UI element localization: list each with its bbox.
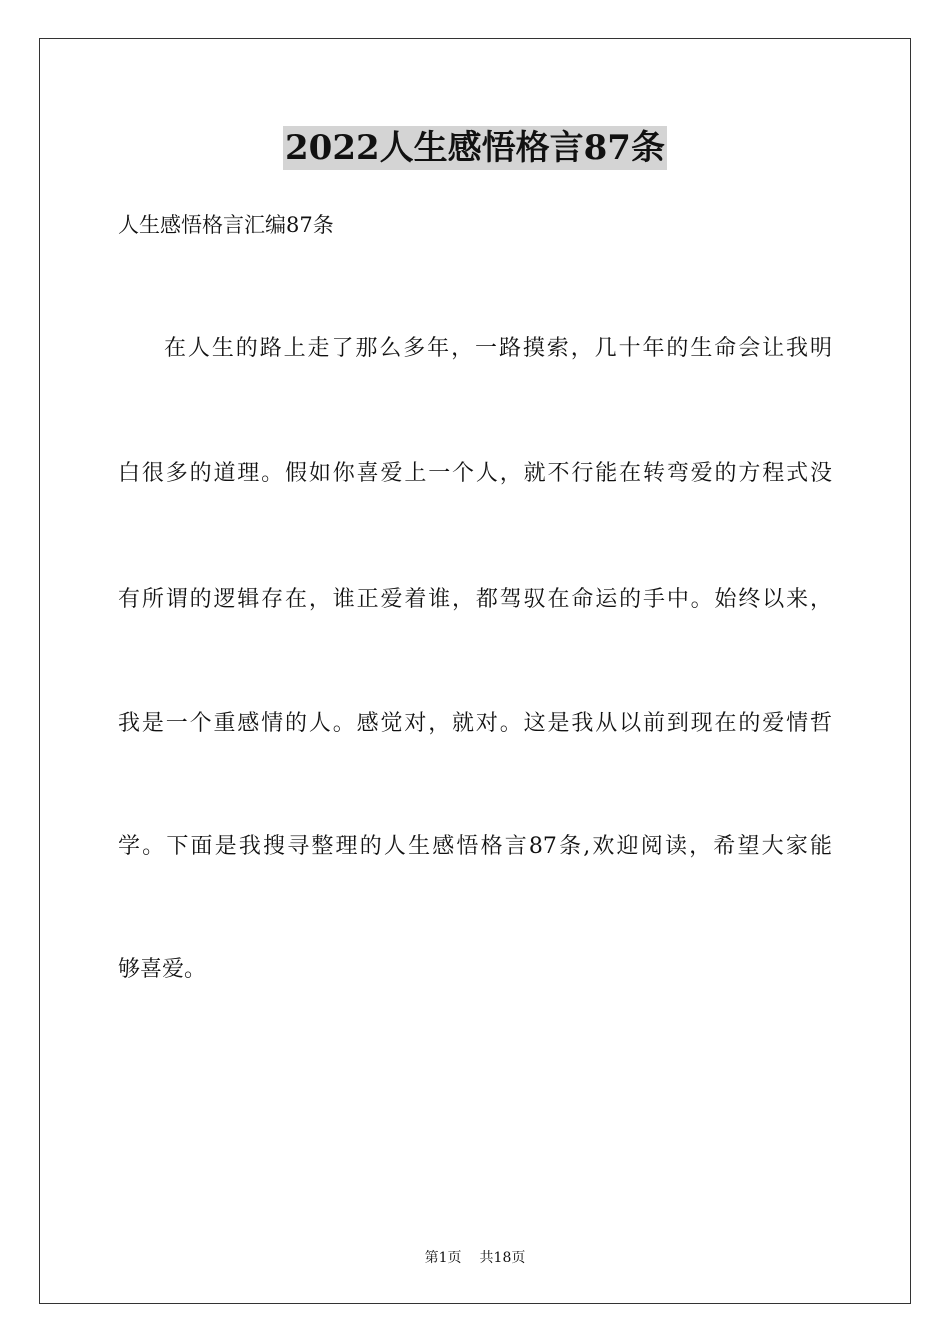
page-footer [0,1248,950,1268]
paragraph-line: 在人生的路上走了那么多年，一路摸索，几十年的生命会让我明 [164,336,832,361]
document-title: 2022人生感悟格言87条 [285,128,665,168]
title-container [0,126,950,170]
paragraph-line: 有所谓的逻辑存在，谁正爱着谁，都驾驭在命运的手中。始终以来， [118,587,832,612]
page-number: 第1页 [424,1250,462,1266]
document-subtitle: 人生感悟格言汇编87条 [118,213,334,237]
paragraph-line: 学。下面是我搜寻整理的人生感悟格言87条,欢迎阅读，希望大家能 [118,834,832,859]
paragraph-line: 我是一个重感情的人。感觉对，就对。这是我从以前到现在的爱情哲 [118,711,832,736]
page-total: 共18页 [479,1250,526,1266]
paragraph-line: 白很多的道理。假如你喜爱上一个人，就不行能在转弯爱的方程式没 [118,461,832,486]
paragraph-line: 够喜爱。 [118,957,207,982]
